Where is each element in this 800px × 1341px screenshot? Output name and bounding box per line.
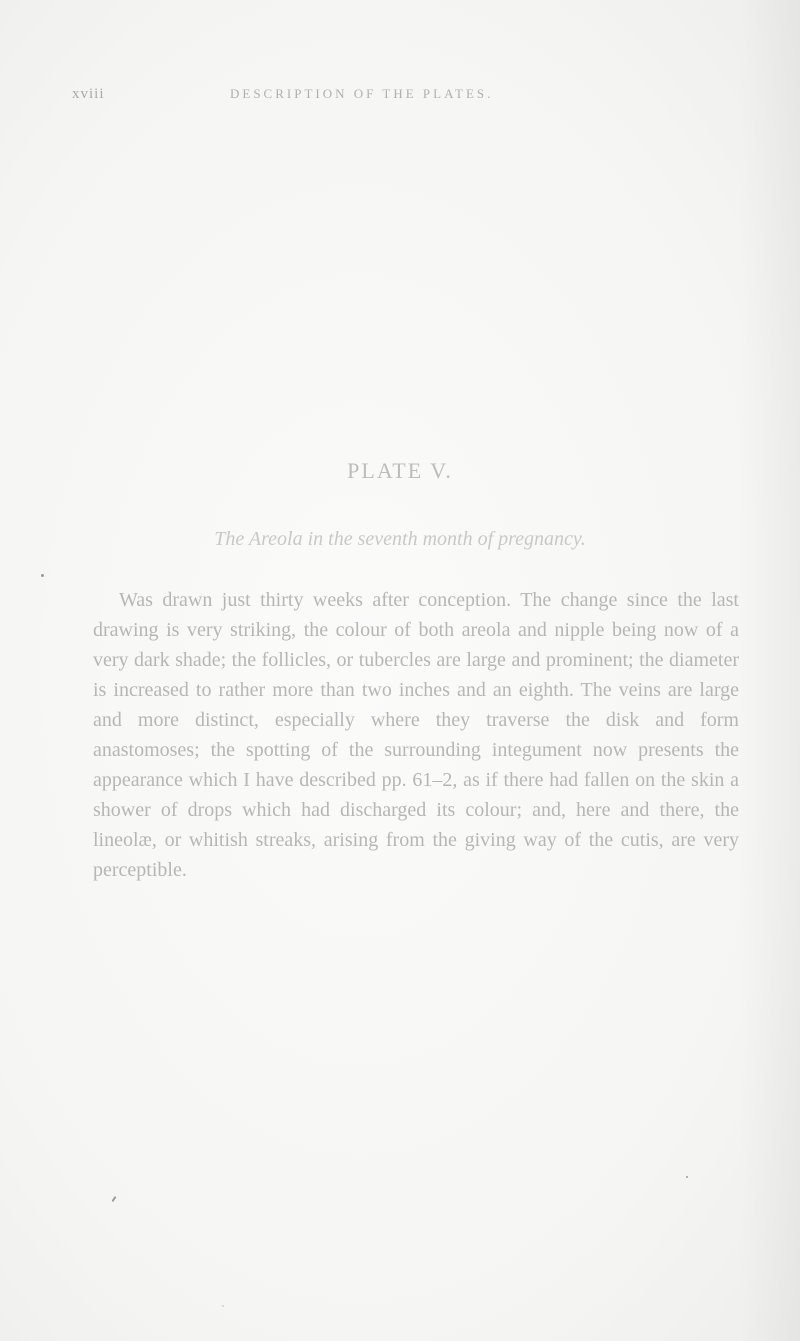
plate-title: PLATE V. [347,458,453,483]
running-head [72,86,592,106]
ink-speck [222,1305,224,1307]
plate-subtitle: The Areola in the seventh month of pregnancy. [214,528,586,550]
page-edge-shadow [740,0,800,1341]
running-head-title: DESCRIPTION OF THE PLATES. [230,86,494,101]
ink-speck [41,574,44,577]
ink-speck [686,1176,688,1178]
page-number: xviii [72,86,105,102]
plate-description-paragraph: Was drawn just thirty weeks after conception. The change since the last drawing is very striking, the colour of both areola and nipple being now of a very dark shade; the follicles, or tubercles are large and prominent; the diameter is increased to rather more than two inches and an eighth. The veins are large and more distinct, especially where they traverse the disk and form anastomoses; the spotting of the surrounding integument now presents the appearance which I have described pp. 61–2, as if there had fallen on the skin a shower of drops which had discharged its colour; and, here and there, the lineolæ, or whitish streaks, arising from the giving way of the cutis, are very perceptible. [93,589,739,881]
